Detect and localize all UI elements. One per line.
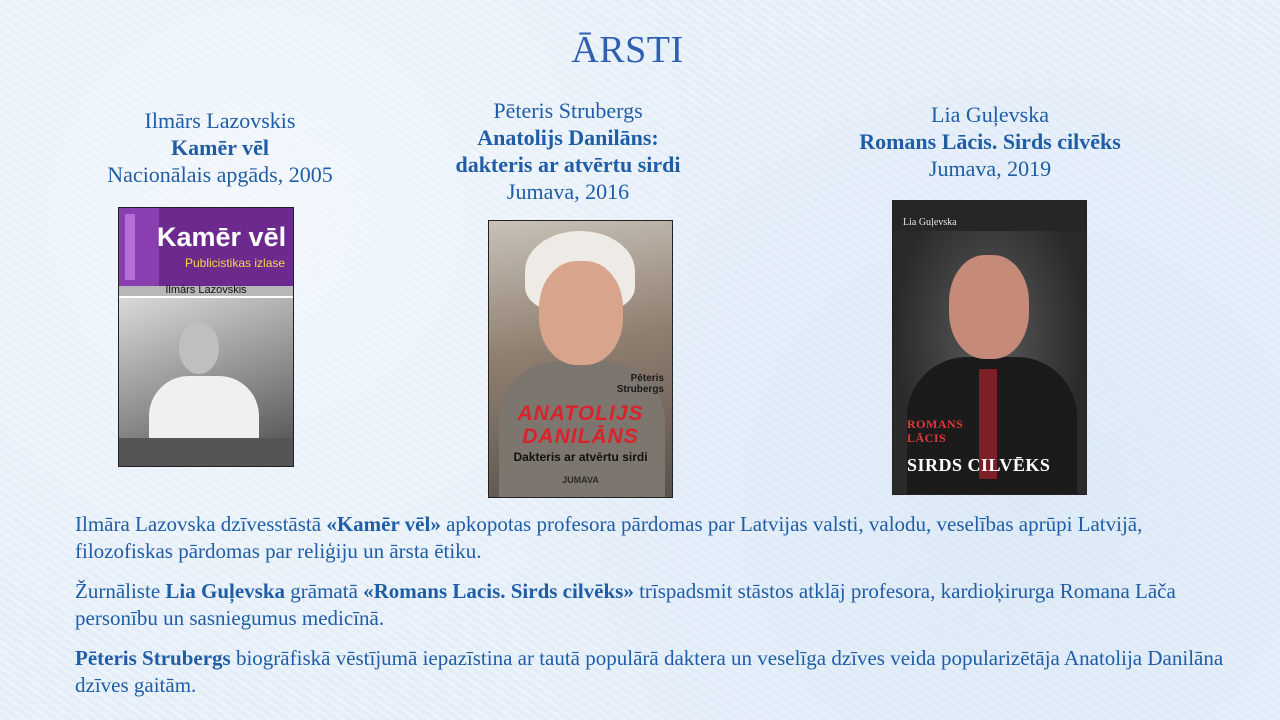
photo-face: [949, 255, 1029, 359]
slide-title: ĀRSTI: [571, 29, 684, 71]
book-cover-kamer-vel: [118, 207, 294, 467]
desc-book-title: «Kamēr vēl»: [326, 512, 441, 536]
desc-book-title: «Romans Lacis. Sirds cilvēks»: [363, 579, 634, 603]
desc-text: trīspadsmit stāstos atklāj profesora, kardioķirurga Romana Lāča personību un sasniegumus medicīnā.: [75, 579, 1176, 630]
book-title: Romans Lācis. Sirds cilvēks: [859, 129, 1121, 154]
description-sirds-cilveks: [75, 578, 1245, 632]
cover-title: [489, 402, 672, 448]
cover-title-line2: DANILĀNS: [522, 425, 639, 448]
cover-author: [584, 373, 664, 395]
cover-name-line1: ROMANS: [907, 417, 964, 431]
book-info-gulevska: [830, 101, 1150, 182]
book-publisher: Jumava, 2016: [506, 179, 630, 204]
book-title: Kamēr vēl: [171, 135, 269, 160]
desc-text: grāmatā: [285, 579, 364, 603]
book-author: Ilmārs Lazovskis: [144, 108, 296, 133]
cover-title-line1: ANATOLIJS: [517, 402, 644, 425]
description-danilans: [75, 645, 1245, 699]
book-title-line2: dakteris ar atvērtu sirdi: [455, 152, 681, 177]
book-cover-sirds-cilveks: [892, 200, 1087, 495]
book-publisher: Nacionālais apgāds, 2005: [107, 162, 333, 187]
desc-text: Žurnāliste: [75, 579, 166, 603]
cover-subtitle: Publicistikas izlase: [185, 256, 286, 270]
desc-author: Lia Guļevska: [165, 579, 286, 603]
book-cover-danilans: [488, 220, 673, 498]
cover-subtitle: Dakteris ar atvērtu sirdi: [513, 450, 648, 464]
book-title-line1: Anatolijs Danilāns:: [477, 125, 659, 150]
book-info-lazovskis: [60, 107, 380, 188]
cover-k-logo: [119, 208, 159, 286]
photo-desk: [119, 438, 293, 466]
cover-publisher: JUMAVA: [562, 475, 599, 485]
desc-text: biogrāfiskā vēstījumā iepazīstina ar tautā populārā daktera un veselīga dzīves veida popularizētāja Anatolija Danilāna dzīves gaitām.: [75, 646, 1224, 697]
cover-name-line2: LĀCIS: [907, 431, 947, 445]
cover-title: SIRDS CILVĒKS: [907, 455, 1051, 475]
cover-author-line2: Strubergs: [616, 384, 664, 395]
photo-face: [539, 261, 623, 365]
book-publisher: Jumava, 2019: [928, 156, 1052, 181]
photo-head: [179, 322, 219, 374]
description-kamer-vel: [75, 511, 1245, 565]
book-author: Lia Guļevska: [931, 102, 1049, 127]
desc-text: Ilmāra Lazovska dzīvesstāstā: [75, 512, 327, 536]
cover-title: Kamēr vēl: [157, 222, 287, 252]
cover-author-line1: Pēteris: [630, 373, 664, 384]
desc-author: Pēteris Strubergs: [75, 646, 231, 670]
cover-author: Lia Guļevska: [903, 217, 957, 228]
cover-author: Ilmārs Lazovskis: [165, 284, 247, 296]
book-info-strubergs: [408, 97, 728, 205]
desc-text: apkopotas profesora pārdomas par Latvijas valsti, valodu, veselības aprūpi Latvijā, filozofiskas pārdomas par reliģiju un ārsta ētiku.: [75, 512, 1143, 563]
book-author: Pēteris Strubergs: [493, 98, 643, 123]
cover-photo-doctor: [119, 298, 293, 466]
cover-name: [907, 417, 963, 445]
